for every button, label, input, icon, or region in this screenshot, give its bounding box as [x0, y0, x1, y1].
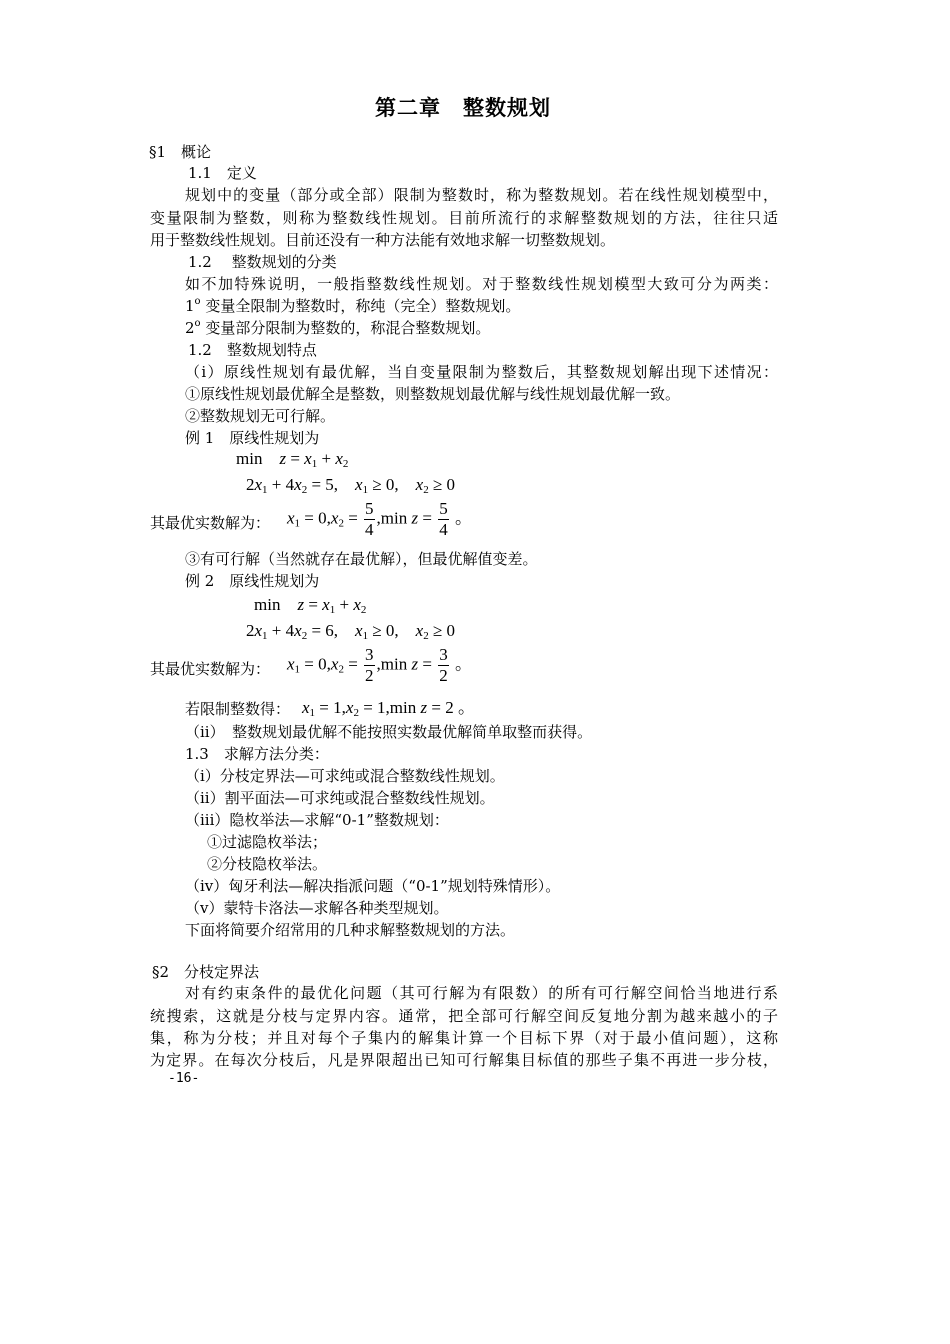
paragraph-text: 用于整数线性规划。目前还没有一种方法能有效地求解一切整数规划。 — [150, 231, 616, 249]
section-1-heading: §1 概论 — [149, 143, 212, 161]
integer-solution-formula: $x_1 = 1,x_2 = 1,\min$ z = 2 。 — [302, 698, 475, 719]
optimal-solution-formula: $x_1 = 0,x_2$ = $\frac{3}{2}$ ,min z = $\frac{3}{2}$ 。 — [287, 645, 472, 685]
list-number: 1 — [185, 297, 195, 315]
fraction: $\frac{5}{4}$ — [439, 499, 448, 539]
method-subitem: ②分枝隐枚举法。 — [207, 855, 328, 873]
ordinal-mark: o — [194, 318, 201, 329]
fraction: $\frac{5}{4}$ — [365, 499, 374, 539]
optimal-solution-label: 其最优实数解为： — [150, 514, 271, 532]
paragraph-text: ①原线性规划最优解全是整数，则整数规划最优解与线性规划最优解一致。 — [185, 385, 681, 403]
paragraph-text: 如不加特殊说明，一般指整数线性规划。对于整数线性规划模型大致可分为两类： — [185, 275, 778, 293]
paragraph-text: 规划中的变量（部分或全部）限制为整数时，称为整数规划。若在线性规划模型中， — [185, 186, 778, 204]
paragraph-text: 统搜索，这就是分枝与定界内容。通常，把全部可行解空间反复地分割为越来越小的子 — [150, 1007, 778, 1025]
paragraph-text: ②整数规划无可行解。 — [185, 407, 336, 425]
list-text: 变量全限制为整数时，称纯（完全）整数规划。 — [200, 297, 521, 315]
page-number: -16- — [168, 1071, 200, 1086]
paragraph-text: 集，称为分枝；并且对每个子集内的解集计算一个目标下界（对于最小值问题），这称 — [150, 1029, 778, 1047]
method-item: （iii）隐枚举法—求解“0-1”整数规划： — [185, 811, 449, 829]
objective-function: min $z = x_1 + x_2$ — [236, 449, 349, 470]
method-item: （i）分枝定界法—可求纯或混合整数线性规划。 — [185, 767, 505, 785]
constraint-line: $2x_1 + 4x_2 = 6$, $x_1 \ge 0$, $x_2 \ge 0$ — [246, 621, 456, 642]
method-item: （v）蒙特卡洛法—求解各种类型规划。 — [185, 899, 449, 917]
subsection-1-2-heading: 1.2 整数规划的分类 — [188, 253, 337, 271]
chapter-title: 第二章 整数规划 — [375, 95, 551, 120]
optimal-solution-label: 其最优实数解为： — [150, 660, 271, 678]
list-item — [185, 296, 520, 316]
paragraph-text: 为定界。在每次分枝后，凡是界限超出已知可行解集目标值的那些子集不再进一步分枝， — [150, 1051, 778, 1069]
integer-solution-label: 若限制整数得： — [185, 700, 291, 718]
paragraph-text: 下面将简要介绍常用的几种求解整数规划的方法。 — [185, 921, 516, 939]
subsection-1-2-heading: 1.2 整数规划特点 — [188, 341, 317, 359]
subsection-1-1-heading: 1.1 定义 — [188, 164, 257, 182]
list-text: 变量部分限制为整数的，称混合整数规划。 — [200, 319, 491, 337]
objective-function: min $z = x_1 + x_2$ — [254, 595, 367, 616]
list-item — [185, 318, 490, 338]
constraint-line: $2x_1 + 4x_2 = 5$, $x_1 \ge 0$, $x_2 \ge 0$ — [246, 475, 456, 496]
optimal-solution-formula: $x_1 = 0,x_2$ = $\frac{5}{4}$ ,min z = $\frac{5}{4}$ 。 — [287, 499, 472, 539]
example-2-heading: 例 2 原线性规划为 — [185, 572, 320, 590]
paragraph-text: ③有可行解（当然就存在最优解），但最优解值变差。 — [185, 550, 538, 568]
paragraph-text: 对有约束条件的最优化问题（其可行解为有限数）的所有可行解空间恰当地进行系 — [185, 984, 778, 1002]
paragraph-text: （i）原线性规划有最优解，当自变量限制为整数后，其整数规划解出现下述情况： — [185, 363, 778, 381]
section-2-heading: §2 分枝定界法 — [152, 963, 260, 981]
paragraph-text: 变量限制为整数，则称为整数线性规划。目前所流行的求解整数规划的方法，往往只适 — [150, 209, 778, 227]
example-1-heading: 例 1 原线性规划为 — [185, 429, 320, 447]
fraction: $\frac{3}{2}$ — [365, 645, 374, 685]
paragraph-text: （ii） 整数规划最优解不能按照实数最优解简单取整而获得。 — [185, 723, 593, 741]
method-item: （ii）割平面法—可求纯或混合整数线性规划。 — [185, 789, 495, 807]
method-subitem: ①过滤隐枚举法； — [207, 833, 328, 851]
ordinal-mark: o — [194, 296, 201, 307]
subsection-1-3-heading: 1.3 求解方法分类： — [185, 745, 329, 763]
fraction: $\frac{3}{2}$ — [439, 645, 448, 685]
method-item: （iv）匈牙利法—解决指派问题（“0-1”规划特殊情形）。 — [185, 877, 561, 895]
list-number: 2 — [185, 319, 195, 337]
